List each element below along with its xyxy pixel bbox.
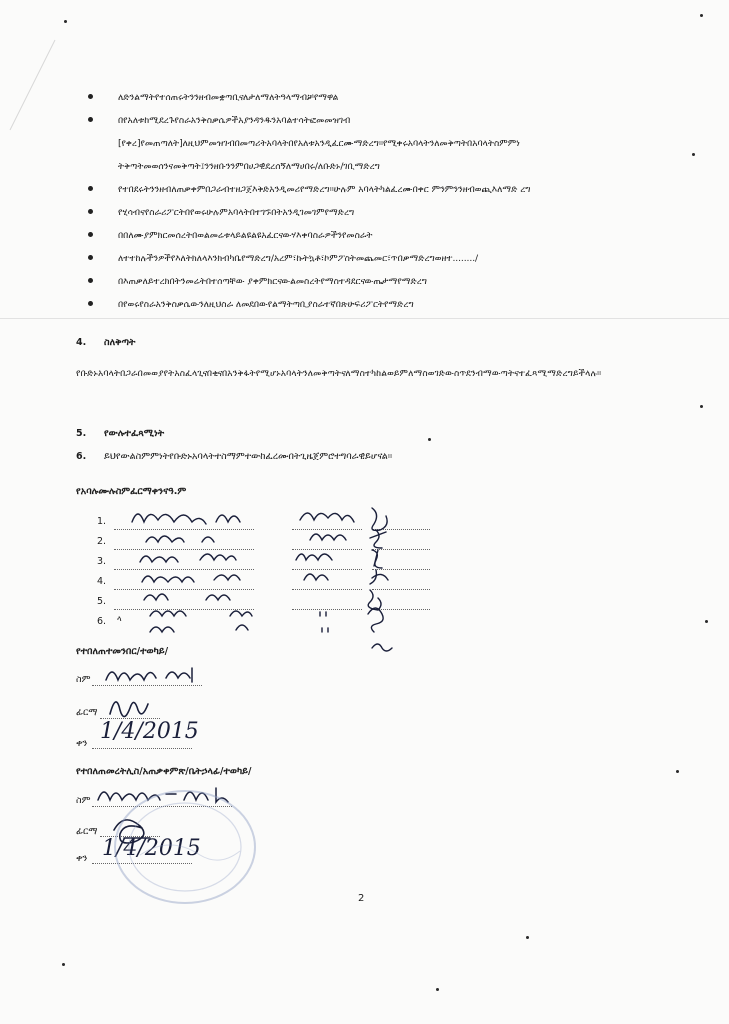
- section-5-heading: 5. የውሉተፈጻሚነት: [76, 428, 165, 439]
- name-label: ስም: [76, 674, 91, 685]
- list-item: የተበደሩትንንዘብለጠቃቀምበጋራብተዘጋጀእቅድአንዲመሪየማድረግ።ሁሉም አባላትካልፈረሙበቀር ምንምንንዘብወጪእለማድ ረግ: [88, 178, 698, 201]
- section-4-text: የቡድኑአባላትበጋራበመወያየትአስፈላጊናበቂናበአንቅፋትየሚሆኑአባላትንለመቅጣትናለማስተካከልወይምለማስወገድውስጥደንብማውጣትናተፈጻሚማድረግይችላሉ።: [76, 368, 602, 379]
- list-item: በየአለቱከሚደረጉየስራአንቅስቃሴዎችአያንዳንዱንአባልተሳትፎመመዝገብ [የቀረ]የመጠጣለት]ለዚህምመዝገብበመጣሪትአባላትበየአለቱአንዲፈርሙማድረግ።የሚቀሩአባላትንለመቅጣትበአባላትስምምነ ትቅጣትመወሰንናመቅጣት፤ንንዘቡንንምበሀጋዊደረሰኝለማሀበሩ/ለቡድኑ/ገቢማድረግ: [88, 109, 698, 178]
- list-item: በየወሩየስራአንቅስቃሴውንለዚህስራ ለመደበውየልማትጣቢያስራተኛበጽሁፍሪፖርትየማድረግ: [88, 293, 698, 316]
- bullet-icon: [88, 278, 93, 283]
- handwritten-name-1: [100, 660, 210, 688]
- bullet-icon: [88, 209, 93, 214]
- ditto-mark: ላ: [117, 614, 122, 623]
- handwritten-date-1: 1/4/2015: [100, 719, 199, 744]
- bullet-icon: [88, 186, 93, 191]
- row-number: 3.: [97, 556, 107, 567]
- received-heading: የተበለጠተመንበር/ተወካይ/: [76, 646, 169, 657]
- handwritten-members-signatures: [110, 498, 430, 668]
- name-label: ስም: [76, 795, 91, 806]
- section-4-heading: 4. ስለቅጣት: [76, 337, 136, 348]
- row-number: 4.: [97, 576, 107, 587]
- handwritten-signature-1: [104, 690, 154, 720]
- list-item: በእጠቃለይተረክበትንመሬትበተሰጣቸው ያቀምክርናውልመስረትየማስተዳደርናውጤታማየማድረግ: [88, 270, 698, 293]
- bullet-icon: [88, 94, 93, 99]
- row-number: 1.: [97, 516, 107, 527]
- list-item: የሂሳብናየስራሪፖርትበየወሩሁሉምአባላትበተገኙበትአንዲገመገምየማድረግ: [88, 201, 698, 224]
- row-number: 6.: [97, 616, 107, 627]
- bullet-icon: [88, 255, 93, 260]
- row-number: 5.: [97, 596, 107, 607]
- section-6-text: 6. ይህየውልስምምነትየቡድኑአባላትተስማምተውከፈረሙበትጊዜጀምሮተግባራዊይሆናል።: [76, 451, 393, 462]
- date-label: ቀን: [76, 853, 88, 864]
- bullet-icon: [88, 232, 93, 237]
- official-stamp: [100, 785, 260, 910]
- date-label: ቀን: [76, 738, 88, 749]
- signature-label: ፊርማ: [76, 826, 98, 837]
- bullet-icon: [88, 301, 93, 306]
- duties-list: [88, 86, 698, 316]
- list-item: በበለሙያምክርመሰረትበወልመሬቱላይልዩልዩአፈርናውሃእቀባስራዎችንየመስራት: [88, 224, 698, 247]
- date-line: [92, 748, 192, 749]
- bullet-icon: [88, 117, 93, 122]
- handwritten-date-2: 1/4/2015: [102, 836, 201, 861]
- members-heading: የአባሉሙሉስምፈርማቀንናዓ.ም: [76, 486, 187, 497]
- list-item: ለድንልማትየተሰጠሩትንንዘብመቋጣቢናለታለማለትዓላማብቻየማዋል: [88, 86, 698, 109]
- row-number: 2.: [97, 536, 107, 547]
- confirmed-heading: የተበለጠመረትሊስ/አጠቃቀምጽ/ቤትኃላፊ/ተወካይ/: [76, 766, 252, 777]
- signature-label: ፊርማ: [76, 707, 98, 718]
- page-number: 2: [358, 893, 365, 904]
- list-item: ለተተከሉችንዎችየእለትክለላእንክብካቤየማድረግ/አረም፣ኩትኳቶ፣ኮምፖስትመጨመር፣ጥበቃማድረግወዘተ......../: [88, 247, 698, 270]
